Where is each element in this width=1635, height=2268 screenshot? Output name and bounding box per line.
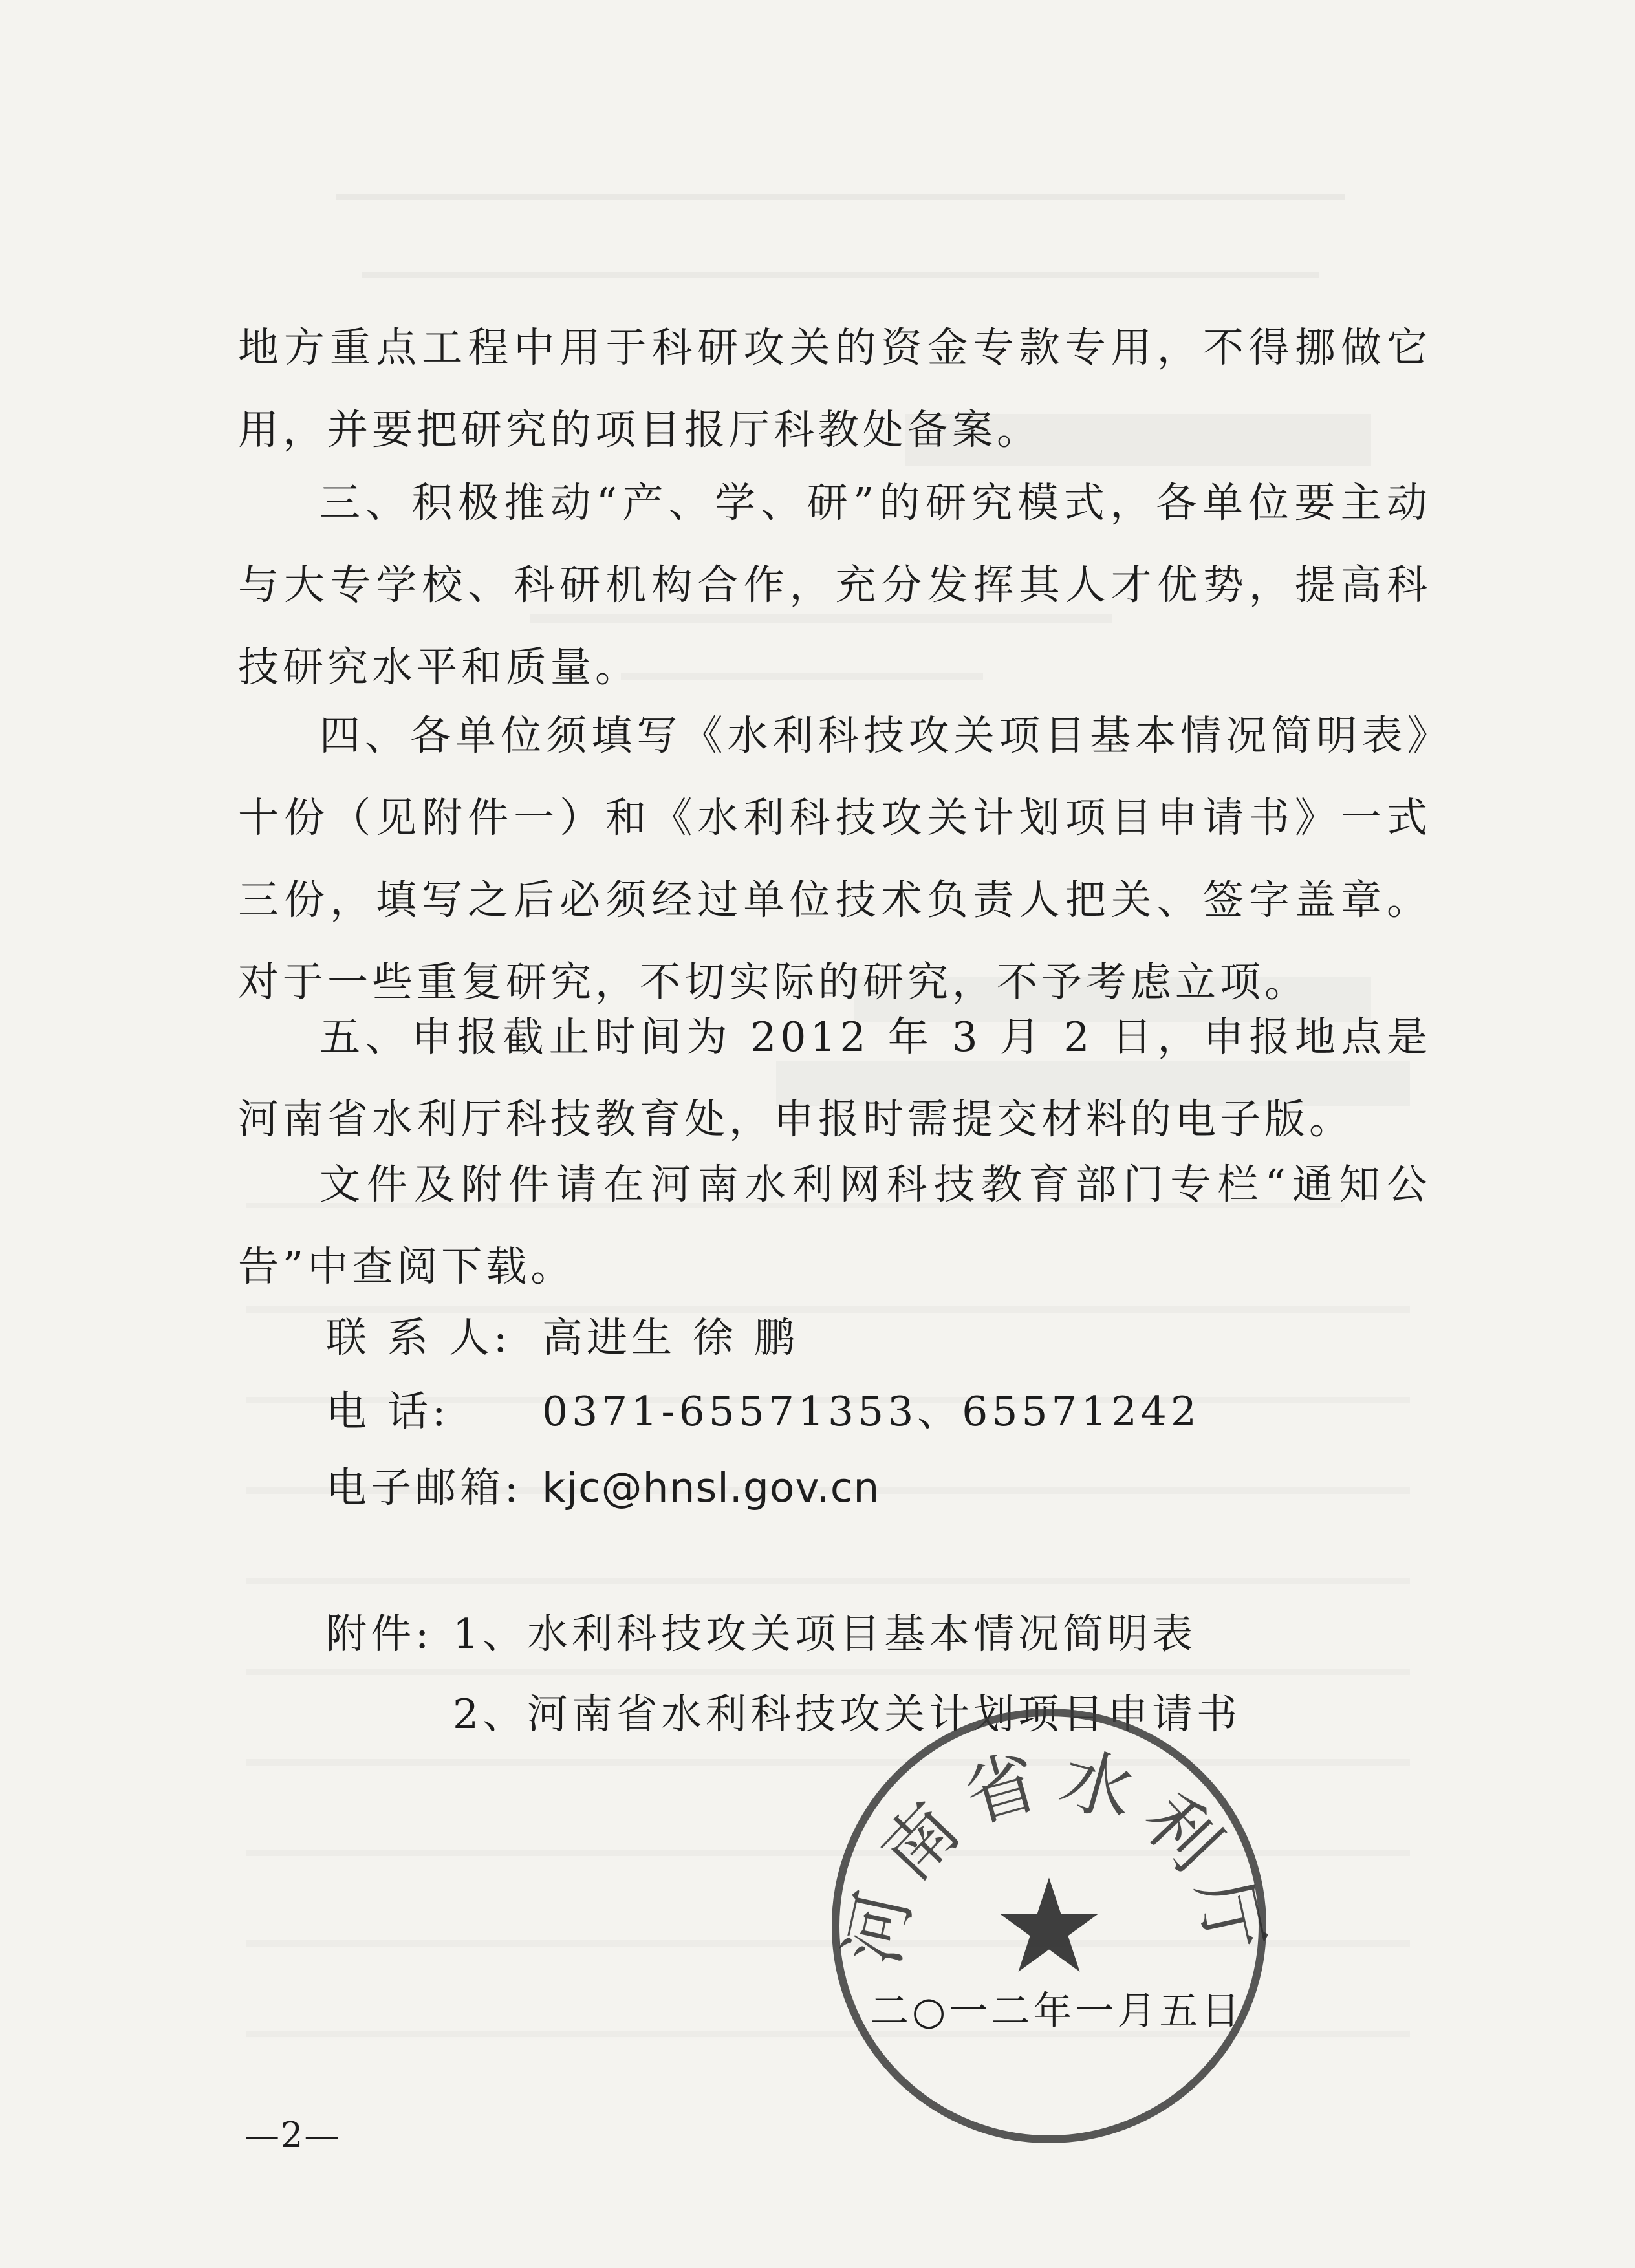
document-date: 二○一二年一月五日 bbox=[870, 1989, 1244, 2034]
contact-person-label: 联 系 人: bbox=[326, 1314, 512, 1361]
contact-email-value: kjc@hnsl.gov.cn bbox=[542, 1464, 880, 1511]
contact-email-row bbox=[326, 1455, 880, 1514]
contact-person-row bbox=[326, 1305, 799, 1364]
contact-phone-row bbox=[326, 1379, 1200, 1438]
official-seal bbox=[816, 1693, 1282, 2159]
seal-text: 河南省水利厅 bbox=[830, 1736, 1281, 1972]
attachments-label: 附件: bbox=[326, 1610, 433, 1658]
body-paragraph-4: 五、申报截止时间为 2012 年 3 月 2 日，申报地点是河南省水利厅科技教育处，申报时需提交材料的电子版。 bbox=[238, 1013, 1431, 1143]
body-paragraph-2: 三、积极推动“产、学、研”的研究模式，各单位要主动与大专学校、科研机构合作，充分发挥其人才优势，提高科技研究水平和质量。 bbox=[238, 479, 1431, 691]
contact-email-label: 电子邮箱: bbox=[326, 1464, 523, 1511]
contact-phone-value: 0371-65571353、65571242 bbox=[542, 1388, 1200, 1435]
attachment-item-1: 1、水利科技攻关项目基本情况简明表 bbox=[453, 1610, 1197, 1658]
body-paragraph-5: 文件及附件请在河南水利网科技教育部门专栏“通知公告”中查阅下载。 bbox=[238, 1161, 1431, 1290]
contact-phone-label: 电 话: bbox=[326, 1388, 450, 1435]
contact-person-value: 高进生 徐 鹏 bbox=[542, 1314, 799, 1361]
seal-star-icon: ★ bbox=[991, 1852, 1107, 2002]
body-paragraph-3: 四、各单位须填写《水利科技攻关项目基本情况简明表》十份（见附件一）和《水利科技攻关计划项目申请书》一式三份，填写之后必须经过单位技术负责人把关、签字盖章。对于一些重复研究，不切实际的研究，不予考虑立项。 bbox=[238, 712, 1431, 1006]
body-paragraph-1: 地方重点工程中用于科研攻关的资金专款专用，不得挪做它用，并要把研究的项目报厅科教处备案。 bbox=[238, 324, 1431, 453]
attachment-item-2: 2、河南省水利科技攻关计划项目申请书 bbox=[453, 1690, 1242, 1738]
page-number: —2— bbox=[244, 2115, 341, 2155]
